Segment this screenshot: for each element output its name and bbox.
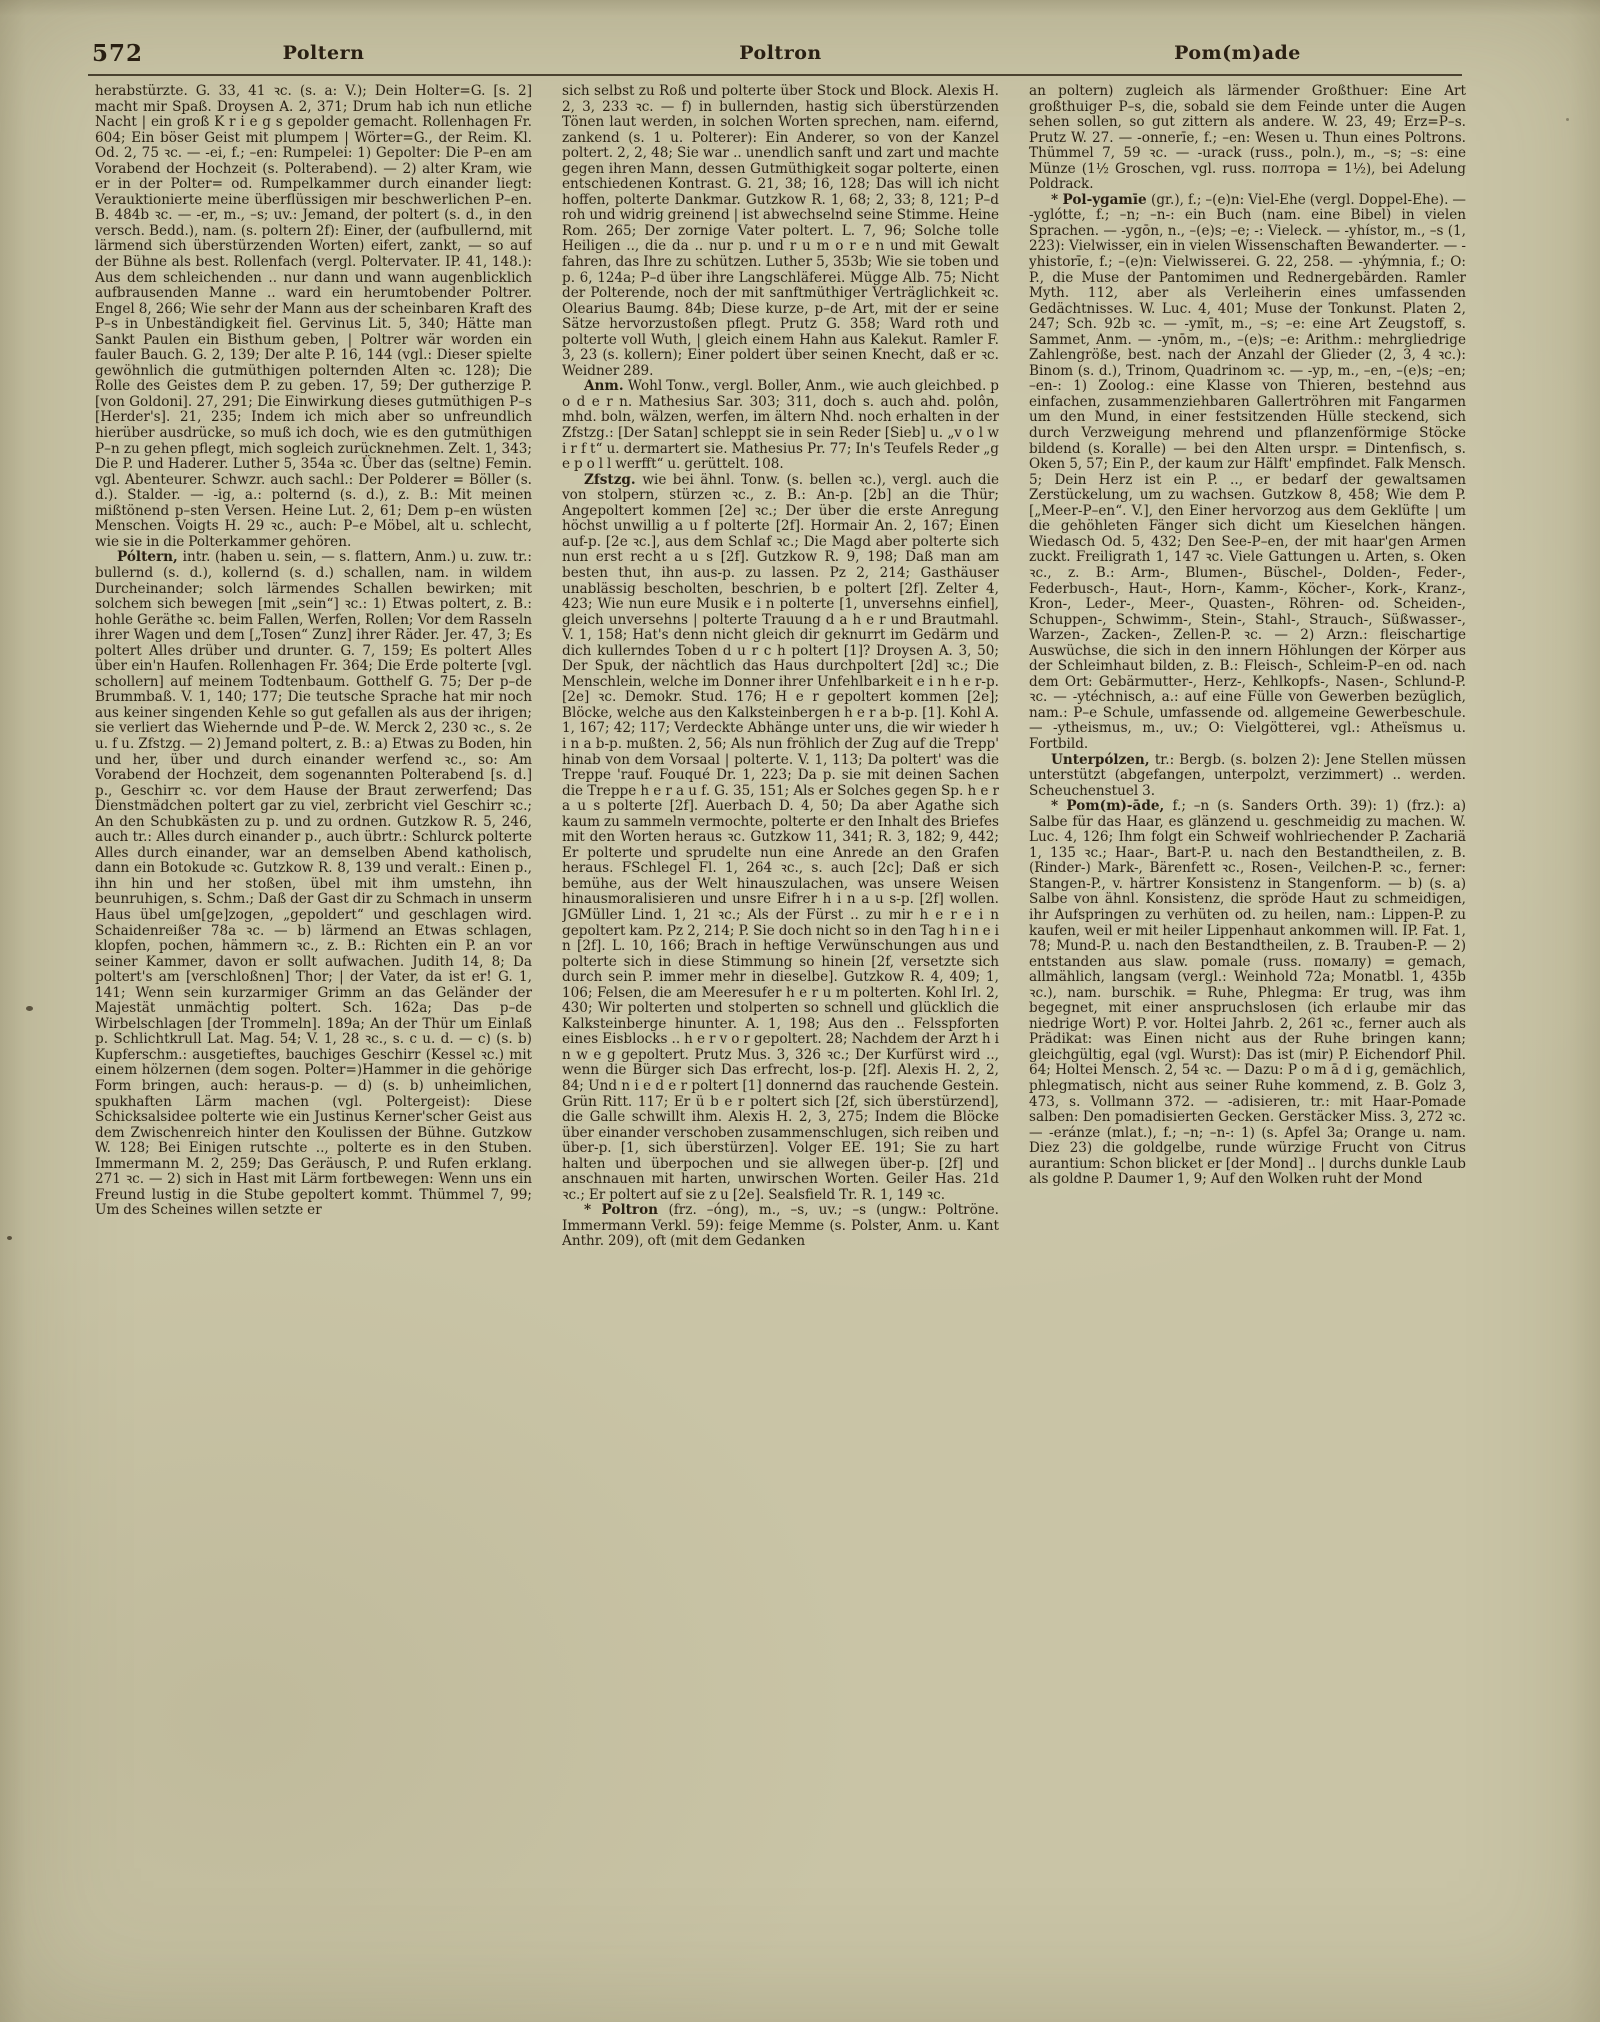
paragraph: sich selbst zu Roß und polterte über Stock und Block. Alexis H. 2, 3, 233 ꝛc. — f) in bullernden, hastig sich überstürzenden Tönen laut werden, in solchen Worten sprechen, nam. eifernd, zankend (s. 1 u. Polterer): Ein Anderer, so von der Kanzel poltert. 2, 2, 48; Sie war .. unendlich sanft und zart und machte gegen ihren Mann, dessen Gutmüthigkeit sogar polterte, einen entschiedenen Kontrast. G. 21, 38; 16, 128; Das will ich nicht hoffen, polterte Dankmar. Gutzkow R. 1, 68; 2, 33; 8, 121; P–d roh und widrig greinend | ist abwechselnd seine Stimme. Heine Rom. 265; Der zornige Vater poltert. L. 7, 96; Solche tolle Heiligen .., die da .. nur p. und r u m o r e n und mit Gewalt fahren, das Ihre zu schützen. Luther 5, 353b; Wie sie toben und p. 6, 124a; P–d über ihre Langschläferei. Mügge Alb. 75; Nicht der Polterende, noch der mit sanftmüthiger Verträglichkeit ꝛc. Olearius Baumg. 84b; Diese kurze, p–de Art, mit der er seine Sätze hervorzustoßen pflegt. Prutz G. 358; Ward roth und polterte voll Wuth, | gleich einem Hahn aus Kalekut. Ramler F. 3, 23 (s. kollern); Einer poldert über seinen Knecht, daß er ꝛc. Weidner 289. (562, 84, 999, 379)
paragraph: Póltern, intr. (haben u. sein, — s. flattern, Anm.) u. zuw. tr.: bullernd (s. d.), kollernd (s. d.) schallen, nam. in wildem Durcheinander; solch lärmendes Schallen bewirken; mit solchem sich bewegen [mit „sein“] ꝛc.: 1) Etwas poltert, z. B.: hohle Geräthe ꝛc. beim Fallen, Werfen, Rollen; Vor dem Rasseln ihrer Wagen und dem [„Tosen“ Zunz] ihrer Räder. Jer. 47, 3; Es poltert Alles drüber und drunter. G. 7, 159; Es poltert Alles über ein'n Haufen. Rollenhagen Fr. 364; Die Erde polterte [vgl. schollern] auf meinem Todtenbaum. Gotthelf G. 75; Der p–de Brummbaß. V. 1, 140; 177; Die teutsche Sprache hat mir noch aus keiner singenden Kehle so gut gefallen als aus der ihrigen; sie verliert das Wiehernde und P–de. W. Merck 2, 230 ꝛc., s. 2e u. f u. Zfstzg. — 2) Jemand poltert, z. B.: a) Etwas zu Boden, hin und her, über und durch einander werfend ꝛc., so: Am Vorabend der Hochzeit, dem sogenannten Polterabend [s. d.] p., Geschirr ꝛc. vor dem Hause der Braut zerwerfend; Das Dienstmädchen poltert gar zu viel, zerbricht viel Geschirr ꝛc.; An den Schubkästen zu p. und zu ordnen. Gutzkow R. 5, 246, auch tr.: Alles durch einander p., auch übrtr.: Schlurck polterte Alles durch einander, war an demselben Abend katholisch, dann ein Botokude ꝛc. Gutzkow R. 8, 139 und veralt.: Einen p., ihn hin und her stoßen, übel mit ihm umstehn, ihn beunruhigen, s. Schm.; Daß der Gast dir zu Schmach in unserm Haus übel um[ge]zogen, „gepoldert“ und geschlagen wird. Schaidenreißer 78a ꝛc. — b) lärmend an Etwas schlagen, klopfen, pochen, hämmern ꝛc., z. B.: Richten ein P. an vor seiner Kammer, davon er sollt aufwachen. Judith 14, 8; Da poltert's am [verschloßnen] Thor; | der Vater, da ist er! G. 1, 141; Wenn sein kurzarmiger Grimm an das Geländer der Majestät unmächtig poltert. Sch. 162a; Das p–de Wirbelschlagen [der Trommeln]. 189a; An der Thür um Einlaß p. Schlichtkrull Lat. Mag. 54; V. 1, 28 ꝛc., s. c u. d. — c) (s. b) Kupferschm.: ausgetieftes, bauchiges Geschirr (Kessel ꝛc.) mit einem hölzernen (dem sogen. Polter=)Hammer in die gehörige Form bringen, auch: heraus-p. — d) (s. b) unheimlichen, spukhaften Lärm machen (vgl. Poltergeist): Diese Schicksalsidee polterte wie ein Justinus Kerner'scher Geist aus dem Zwischenreich hinter den Koulissen der Bühne. Gutzkow W. 128; Bei Einigen rutschte .., polterte es in den Stuben. Immermann M. 2, 259; Das Geräusch, P. und Rufen erklang. 271 ꝛc. — 2) sich in Hast mit Lärm fortbewegen: Wenn uns ein Freund lustig in die Stube gepoltert kommt. Thümmel 7, 99; Um des Scheines willen setzte er (95, 549, 532, 1219)
entry-headword: * Pol-ygamīe (1051, 191, 1152, 208)
text-columns (0, 76, 1600, 1874)
entry-headword: Póltern, (117, 549, 183, 566)
paragraph: herabstürzte. G. 33, 41 ꝛc. (s. a: V.); Dein Holter=G. [s. 2] macht mir Spaß. Droysen A. 2, 371; Drum hab ich nun etliche Nacht | ein groß K r i e g s gepolder gemacht. Rollenhagen Fr. 604; Ein böser Geist mit plumpem | Wörter=G., der Reim. Kl. Od. 2, 75 ꝛc. — -ei, f.; –en: Rumpelei: 1) Gepolter: Die P–en am Vorabend der Hochzeit (s. Polterabend). — 2) alter Kram, wie er in der Polter= od. Rumpelkammer durch einander liegt: Verauktionierte meine überflüssigen mir beschwerlichen P–en. B. 484b ꝛc. — -er, m., –s; uv.: Jemand, der poltert (s. d., in den versch. Bedd.), nam. (s. poltern 2f): Einer, der (aufbullernd, mit lärmend sich überstürzenden Worten) eifert, zankt, — so auf der Bühne als best. Rollenfach (vergl. Poltervater. IP. 41, 148.): Aus dem schleichenden .. nur dann und wann augenblicklich aufbrausenden Manne .. ward ein herumtobender Poltrer. Engel 8, 266; Wie sehr der Mann aus der scheinbaren Kraft des P–s in Unbeständigkeit fiel. Gervinus Lit. 5, 340; Hätte man Sankt Paulen ein Bisthum geben, | Poltrer wär worden ein fauler Bauch. G. 2, 139; Der alte P. 16, 144 (vgl.: Dieser spielte gewöhnlich die gutmüthigen polternden Alten ꝛc. 128); Die Rolle des Geistes dem P. zu geben. 17, 59; Der gutherzige P. [von Goldoni]. 27, 291; Die Einwirkung dieses gutmüthigen P–s [Herder's]. 21, 235; Indem ich mich aber so unfreundlich hierüber ausdrücke, so muß ich doch, wie es den gutmüthigen P–n zu gehen pflegt, mich sogleich zurücknehmen. Zelt. 1, 343; Die P. und Haderer. Luther 5, 354a ꝛc. Über das (seltne) Femin. vgl. Abenteurer. Schwzr. auch sachl.: Der Polderer = Böller (s. d.). Stalder. — -ig, a.: polternd (s. d.), z. B.: Mit meinen mißtönend p–sten Versen. Heine Lut. 2, 61; Dem p–en wüsten Menschen. Voigts H. 29 ꝛc., auch: P–e Möbel, alt u. schlecht, wie sie in die Polterkammer gehören. (95, 84, 532, 550)
page-header (0, 0, 1600, 67)
entry-headword: * Poltron (584, 1202, 669, 1219)
paragraph: * Poltron (frz. –óng), m., –s, uv.; –s (ungw.: Poltröne. Immermann Verkl. 59): feige Memme (s. Polster, Anm. u. Kant Anthr. 209), oft (mit dem Gedanken (562, 1202, 999, 1250)
column-1 (95, 84, 532, 1874)
running-head-left: Poltern (282, 42, 365, 64)
column-2 (562, 84, 999, 1874)
paragraph: * Pol-ygamīe (gr.), f.; –(e)n: Viel-Ehe (vergl. Doppel-Ehe). — -yglótte, f.; –n; –n-: ein Buch (nam. eine Bibel) in vielen Sprachen. — -ygōn, n., –(e)s; –e; -: Vieleck. — -yhístor, m., –s (1, 223): Vielwisser, ein in vielen Wissenschaften Bewanderter. — -yhistorīe, f.; –(e)n: Vielwisserei. G. 22, 258. — -yhýmnia, f.; O: P., die Muse der Pantomimen und Rednergebärden. Ramler Myth. 112, aber als Verleiherin eines umfassenden Gedächtnisses. W. Luc. 4, 401; Muse der Tonkunst. Platen 2, 247; Sch. 92b ꝛc. — -ymīt, m., –s; –e: eine Art Zeugstoff, s. Sammet, Anm. — -ynōm, m., –(e)s; –e: Arithm.: mehrgliedrige Zahlengröße, best. nach der Anzahl der Glieder (2, 3, 4 ꝛc.): Binom (s. d.), Trinom, Quadrinom ꝛc. — -yp, m., –en, –(e)s; –en; –en-: 1) Zoolog.: eine Klasse von Thieren, bestehnd aus einfachen, zusammenziehbaren Gallertröhren mit Fangarmen um den Mund, in einer festsitzenden Hülle steckend, sich durch Verzweigung mehrend und pflanzenförmige Stöcke bildend (s. Koralle) — bei den Alten urspr. = Dintenfisch, s. Oken 5, 57; Ein P., der kaum zur Hälft' empfindet. Falk Mensch. 5; Dein Herz ist ein P. .., er bedarf der gewaltsamen Zerstückelung, um zu wachsen. Gutzkow 8, 458; Wie dem P. [„Meer-P–en“. V.], den Einer hervorzog aus dem Geklüfte | um die gehöhleten Fänger sich dicht um Kieselchen hängen. Wiedasch Od. 5, 432; Den See-P–en, der mit haar'gen Armen zuckt. Freiligrath 1, 147 ꝛc. Viele Gattungen u. Arten, s. Oken ꝛc., z. B.: Arm-, Blumen-, Büschel-, Dolden-, Feder-, Federbusch-, Haut-, Horn-, Kamm-, Köcher-, Kork-, Kranz-, Kron-, Leder-, Meer-, Quasten-, Röhren- od. Scheiden-, Schuppen-, Schwimm-, Stein-, Stahl-, Strauch-, Süßwasser-, Warzen-, Zacken-, Zellen-P. ꝛc. — 2) Arzn.: fleischartige Auswüchse, die sich in den innern Höhlungen der Körper aus der Schleimhaut bilden, z. B.: Fleisch-, Schleim-P–en od. nach dem Ort: Gebärmutter-, Herz-, Kehlkopfs-, Nasen-, Schlund-P. ꝛc. — -ytéchnisch, a.: auf eine Fülle von Gewerben bezüglich, nam.: P–e Schule, umfassende od. allgemeine Gewerbeschule. — -ytheismus, m., uv.; O: Vielgötterei, vgl.: Atheïsmus u. Fortbild. (1029, 191, 1466, 752)
paragraph: Anm. Wohl Tonw., vergl. Boller, Anm., wie auch gleichbed. p o d e r n. Mathesius Sar. 303; 311, doch s. auch ahd. polôn, mhd. boln, wälzen, werfen, im ältern Nhd. noch erhalten in der Zfstzg.: [Der Satan] schleppt sie in sein Reder [Sieb] u. „v o l w i r f t“ u. dermartert sie. Mathesius Pr. 77; In's Teufels Reder „g e p o l l werfft“ u. gerüttelt. 108. (562, 378, 999, 473)
running-head-center: Poltron (739, 42, 822, 64)
paragraph: an poltern) zugleich als lärmender Großthuer: Eine Art großthuiger P–s, die, sobald sie dem Feinde unter die Augen sehen sollen, so gut zittern als andere. W. 23, 49; Erz=P–s. Prutz W. 27. — -onnerīe, f.; –en: Wesen u. Thun eines Poltrons. Thümmel 7, 59 ꝛc. — -urack (russ., poln.), m., –s; –s: eine Münze (1½ Groschen, vgl. russ. полтора = 1½), bei Adelung Poldrack. (1029, 84, 1466, 193)
paper-speck (7, 1236, 12, 1240)
column-3 (1029, 84, 1466, 1874)
paragraph: Zfstzg. wie bei ähnl. Tonw. (s. bellen ꝛc.), vergl. auch die von stolpern, stürzen ꝛc., z. B.: An-p. [2b] an die Thür; Angepoltert kommen [2e] ꝛc.; Der über die erste Anregung höchst unwillig a u f polterte [2f]. Hormair An. 2, 167; Einen auf-p. [2e ꝛc.], aus dem Schlaf ꝛc.; Die Magd aber polterte sich nun erst recht a u s [2f]. Gutzkow R. 9, 198; Daß man am besten thut, ihn aus-p. zu lassen. Pz 2, 214; Gasthäuser unablässig bescholten, beschrien, b e poltert [2f]. Zelter 4, 423; Wie nun eure Musik e i n polterte [1, unversehns einfiel], gleich unversehns | polterte Trauung d a h e r und Brautmahl. V. 1, 158; Hat's denn nicht gleich dir geknurrt im Gedärm und dich kullerndes Toben d u r c h poltert [1]? Droysen A. 3, 50; Der Spuk, der nächtlich das Haus durchpoltert [2d] ꝛc.; Die Menschlein, welche im Donner ihrer Unfehlbarkeit e i n h e r-p. [2e] ꝛc. Demokr. Stud. 176; H e r gepoltert kommen [2e]; Blöcke, welche aus den Kalksteinbergen h e r a b-p. [1]. Kohl A. 1, 167; 42; 117; Verdeckte Abhänge unter uns, die wir wieder h i n a b-p. mußten. 2, 56; Als nun fröhlich der Zug auf die Trepp' hinab von dem Vorsaal | polterte. V. 1, 113; Da poltert' was die Treppe 'rauf. Fouqué Dr. 1, 223; Da p. sie mit deinen Sachen die Treppe h e r a u f. G. 35, 151; Als er Solches gegen Sp. h e r a u s polterte [2f]. Auerbach D. 4, 50; Da aber Agathe sich kaum zu sammeln vermochte, polterte er den Inhalt des Briefes mit den Worten heraus ꝛc. Gutzkow 11, 341; R. 3, 182; 9, 442; Er polterte und sprudelte nun eine Anrede an den Grafen heraus. FSchlegel Fl. 1, 264 ꝛc., s. auch [2c]; Daß er sich bemühe, aus der Welt hinauszulachen, was unsere Weisen hinausmoralisieren und unsre Eifrer h i n a u s-p. [2f] wollen. JGMüller Lind. 1, 21 ꝛc.; Als der Fürst .. zu mir h e r e i n gepoltert kam. Pz 2, 214; P. Sie doch nicht so in den Tag h i n e i n [2f]. L. 10, 166; Brach in heftige Verwünschungen aus und polterte sich in diese Stimmung so hinein [2f, versetzte sich durch sein P. immer mehr in dieselbe]. Gutzkow R. 4, 409; 1, 106; Felsen, die am Meeresufer h e r u m polterten. Kohl Irl. 2, 430; Wir polterten und stolperten so schnell und glücklich die Kalksteinberge hinunter. A. 1, 198; Aus den .. Felsspforten eines Eisblocks .. h e r v o r gepoltert. 28; Nachdem der Arzt h i n w e g gepoltert. Prutz Mus. 3, 326 ꝛc.; Der Kurfürst wird .., wenn die Bürger sich Das erfrecht, los-p. [2f]. Alexis H. 2, 2, 84; Und n i e d e r poltert [1] donnernd das rauchende Gestein. Grün Ritt. 117; Er ü b e r poltert sich [2f, sich überstürzend], die Galle schwillt ihm. Alexis H. 2, 3, 275; Indem die Blöcke über einander verschoben zusammenschlugen, sich reiben und über-p. [1, sich überstürzen]. Volger EE. 191; Sie zu hart halten und überpochen und sie allwegen über-p. [2f] und anschnauen mit harten, unwirschen Worten. Geiler Has. 21d ꝛc.; Er poltert auf sie z u [2e]. Sealsfield Tr. R. 1, 149 ꝛc. (562, 471, 999, 1203)
paper-speck (26, 1006, 33, 1011)
paragraph: * Pom(m)-āde, f.; –n (s. Sanders Orth. 39): 1) (frz.): a) Salbe für das Haar, es glänzend u. geschmeidig zu machen. W. Luc. 4, 126; Ihm folgt ein Schweif wohlriechender P. Zachariä 1, 135 ꝛc.; Haar-, Bart-P. u. nach den Bestandtheilen, z. B. (Rinder-) Mark-, Bärenfett ꝛc., Rosen-, Veilchen-P. ꝛc., ferner: Stangen-P., v. härtrer Konsistenz in Stangenform. — b) (s. a) Salbe von ähnl. Konsistenz, die spröde Haut zu schmeidigen, ihr Aufspringen zu verhüten od. zu heilen, nam.: Lippen-P. zu kaufen, weil er mit heiler Lippenhaut ankommen will. IP. Fat. 1, 78; Mund-P. u. nach den Bestandtheilen, z. B. Trauben-P. — 2) entstanden aus slaw. pomale (russ. помалу) = gemach, allmählich, langsam (vergl.: Weinhold 72a; Monatbl. 1, 435b ꝛc.), nam. burschik. = Ruhe, Phlegma: Er trug, was ihm begegnet, mit einer anspruchslosen (ich erlaube mir das niedrige Wort) P. vor. Holtei Jahrb. 2, 261 ꝛc., ferner auch als Prädikat: was Einen nicht aus der Ruhe bringen kann; gleichgültig, egal (vgl. Wurst): Das ist (mir) P. Eichendorf Phil. 64; Holtei Mensch. 2, 54 ꝛc. — Dazu: P o m ā d i g, gemächlich, phlegmatisch, nicht aus seiner Ruhe kommend, z. B. Golz 3, 473, s. Vollmann 372. — -adisieren, tr.: mit Haar-Pomade salben: Den pomadisierten Gecken. Gerstäcker Miss. 3, 272 ꝛc. — -eránze (mlat.), f.; –n; –n-: 1) (s. Apfel 3a; Orange u. nam. Diez 23) die goldgelbe, runde würzige Frucht von Citrus aurantium: Schon blicket er [der Mond] .. | durchs dunkle Laub als goldne P. Daumer 1, 9; Auf den Wolken ruht der Mond (1029, 798, 1466, 1188)
entry-headword: Unterpólzen, (1051, 751, 1155, 768)
running-head-right: Pom(m)ade (1174, 42, 1301, 64)
page-number: 572 (92, 40, 144, 67)
entry-headword: Anm. (584, 378, 628, 395)
paper-speck (1566, 118, 1569, 121)
entry-headword: Zfstzg. (584, 471, 643, 488)
paragraph: Unterpólzen, tr.: Bergb. (s. bolzen 2): Jene Stellen müssen unterstützt (abgefangen, unterpolzt, verzimmert) .. werden. Scheuchenstuel 3. (1029, 751, 1466, 799)
entry-headword: * Pom(m)-āde, (1051, 798, 1173, 815)
